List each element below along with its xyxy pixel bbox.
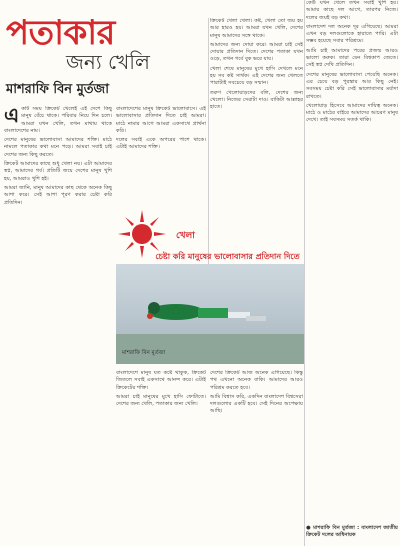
paragraph: বাংলাদেশে মানুষ যত কষ্টে থাকুক, ক্রিকেট জিতলে সবাই একসাথে আনন্দ করে। এটাই ক্রিকেটের শক্তি।	[116, 370, 206, 391]
paragraph: আমি বিশ্বাস করি, একদিন বাংলাদেশ বিশ্বসেরা দলগুলোর একটি হবে। সেই দিনের অপেক্ষায় আছি।	[210, 393, 303, 415]
paragraph: বাংলাদেশের মানুষ ক্রিকেট ভালোবাসে। এই ভালোবাসার প্রতিদান দিতে চাই আমরা। মাঠে নামার আগে আমরা একসাথে প্রার্থনা করি।	[116, 106, 206, 134]
cricket-photo	[116, 264, 304, 364]
paragraph: দেশের মানুষের ভালোবাসা আমাদের শক্তি। মাঠে নামলে পতাকার কথা মনে পড়ে। আমরা সবাই চাই দেশের জন্য কিছু করতে।	[4, 137, 112, 158]
paragraph: দেশের মানুষের ভালোবাসা পেয়েছি অনেক। এর চেয়ে বড় পুরস্কার আর কিছু নেই। সবসময় চেষ্টা করি সেই ভালোবাসার মর্যাদা রাখতে।	[306, 71, 398, 100]
paragraph: ক্রিকেট খেলা খেলা। কষ্ট, খেলা তো জয় হয় আর হারও হয়। আমরা যখন খেলি, দেশের মানুষ আমাদের সঙ্গে থাকে।	[210, 18, 303, 39]
section-label: খেলা	[176, 231, 195, 241]
paragraph: আমি চাই আমাদের পরের প্রজন্ম আরও ভালো করুক। তারা যেন বিশ্বকাপ জেতে। সেই স্বপ্ন দেখি প্রতিদিন।	[306, 47, 398, 69]
article-byline: মাশরাফি বিন মুর্তজা	[6, 82, 109, 97]
pull-quote: চেষ্টা করি মানুষের ভালোবাসার প্রতিদান দিতে	[155, 252, 300, 261]
photo-caption: মাশরাফি বিন মুর্তজা	[122, 350, 166, 356]
article-subtitle: জন্য খেলি	[66, 50, 150, 74]
paragraph: কেউ যখন খেলে তখন সবাই খুশি হয়। আমার কাছে দল আগে, তারপর নিজে। দলের জয়ই বড় কথা।	[306, 0, 398, 21]
article-column-4	[306, 0, 398, 545]
paragraph: খেলোয়াড় হিসেবে আমাদের দায়িত্ব অনেক। মাঠে ও মাঠের বাইরে আমাদের আচরণ মানুষ দেখে। তাই সবসময় সতর্ক থাকি।	[306, 102, 398, 124]
author-note: ● মাশরাফি বিন মুর্তজা : বাংলাদেশ জাতীয় ক্রিকেট দলের অধিনায়ক	[306, 525, 398, 538]
column-divider	[304, 0, 305, 546]
article-column-1	[4, 106, 112, 541]
article-title: পতাকার	[6, 13, 115, 53]
fielder-diving-image	[116, 264, 304, 364]
drop-cap: এ	[4, 106, 20, 127]
paragraph: কটি সময় ক্রিকেট খেলেই এই দেশে কিছু মানুষ বেঁচে থাকে। পরিবার নিয়ে দিন চলে। আমরা যখন খেলি, তখন মাথায় থাকে বাংলাদেশের নাম।	[4, 106, 112, 134]
paragraph: আমরা চাই মানুষের মুখে হাসি ফোটাতে। দেশের জন্য খেলি, পতাকার জন্য খেলি।	[116, 393, 206, 408]
paragraph: ক্রিকেট আমাদের কাছে শুধু খেলা নয়। এটা আমাদের স্বপ্ন, আমাদের গর্ব। প্রতিটি জয়ে দেশের মানুষ খুশি হয়, আমরাও খুশি হই।	[4, 161, 112, 182]
article-column-6	[210, 370, 303, 544]
paragraph: দলের সবাই একে অপরের পাশে থাকে। এটাই আমাদের শক্তি।	[116, 137, 206, 151]
paragraph: বাংলাদেশ দল অনেক দূর এগিয়েছে। আমরা এখন বড় দলগুলোকে হারাতে পারি। এটা সম্ভব হয়েছে সবার পরিশ্রমে।	[306, 23, 398, 45]
paragraph: তরুণ খেলোয়াড়দের বলি, দেশের জন্য খেলো। নিজের সেরাটা দাও। বাকিটা আল্লাহর হাতে।	[210, 89, 303, 111]
paragraph: আমাদের জন্য দোয়া করে। আমরা চাই সেই দোয়ার প্রতিদান দিতে। দেশের পতাকা যখন ওড়ে, তখন গর্বে বুক ভরে যায়।	[210, 41, 303, 63]
paragraph: আমরা জানি, মানুষ আমাদের কাছ থেকে অনেক কিছু আশা করে। সেই আশা পূরণ করার চেষ্টা করি প্রতিদিন।	[4, 184, 112, 206]
article-column-5	[116, 370, 206, 544]
paragraph: খেলা শেষে মানুষের মুখে হাসি দেখলে মনে হয় সব কষ্ট সার্থক। এই দেশের জন্য খেলতে পারাটাই সবচেয়ে বড় সম্মান।	[210, 65, 303, 87]
paragraph: দেশের ক্রিকেট আজ অনেক এগিয়েছে। কিন্তু পথ এখনো অনেক বাকি। আমাদের আরও পরিশ্রম করতে হবে।	[210, 370, 303, 391]
